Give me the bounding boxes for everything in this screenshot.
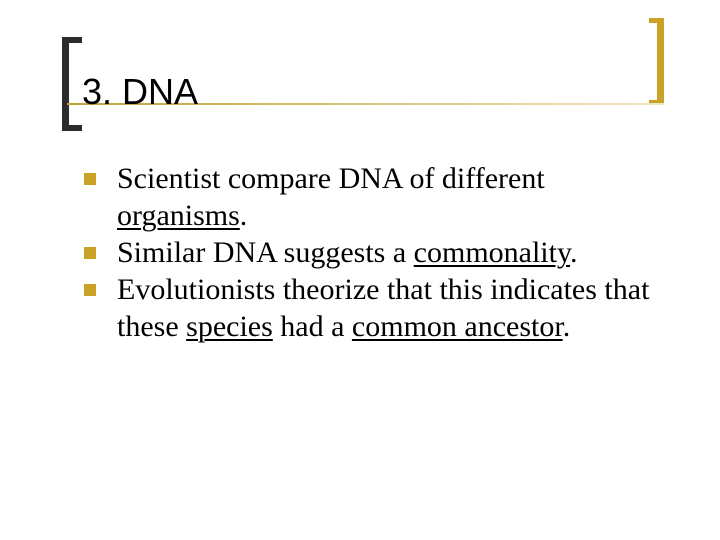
right-bracket-decoration bbox=[649, 18, 664, 105]
bullet-text bbox=[117, 273, 649, 343]
bullet-text-part: Evolutionists theorize that this indicates that these bbox=[117, 273, 650, 343]
bullet-item bbox=[82, 234, 672, 271]
slide-title: 3. DNA bbox=[82, 71, 199, 112]
bullet-text-part: . bbox=[562, 310, 571, 343]
bullet-item bbox=[82, 160, 672, 234]
underlined-term: organisms bbox=[117, 199, 240, 232]
left-bracket-decoration bbox=[62, 37, 82, 131]
square-bullet-icon bbox=[84, 173, 96, 185]
underlined-term: species bbox=[186, 310, 273, 343]
bullet-item bbox=[82, 271, 672, 345]
bullet-text-part: . bbox=[239, 199, 248, 232]
bullet-list bbox=[82, 160, 672, 345]
square-bullet-icon bbox=[84, 247, 96, 259]
underlined-term: commonality bbox=[413, 236, 571, 269]
underlined-term: common ancestor bbox=[351, 310, 563, 343]
bullet-text-part: Scientist compare DNA of different bbox=[117, 162, 545, 195]
bullet-text-part: had a bbox=[272, 310, 352, 343]
bullet-text bbox=[117, 162, 545, 232]
bullet-text-part: Similar DNA suggests a bbox=[117, 236, 414, 269]
square-bullet-icon bbox=[84, 284, 96, 296]
bullet-text bbox=[117, 236, 578, 269]
bullet-text-part: . bbox=[570, 236, 578, 269]
